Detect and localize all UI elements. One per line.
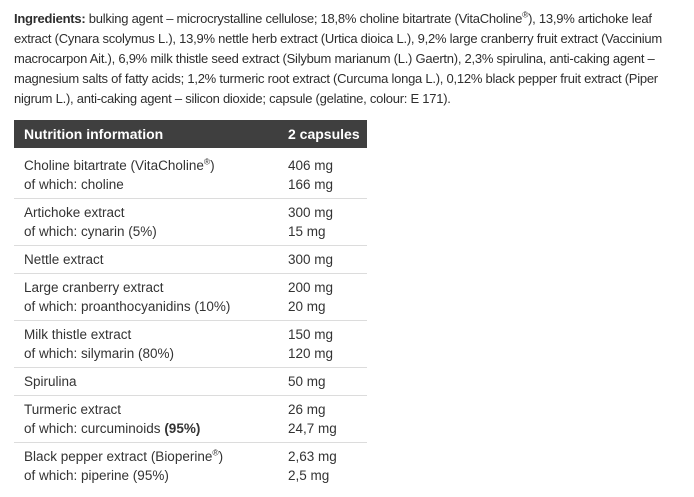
nutrient-value: 406 mg	[288, 158, 334, 173]
table-row-group	[14, 395, 367, 442]
table-row	[14, 325, 367, 344]
nutrient-name: of which: piperine (95%)	[24, 468, 169, 483]
nutrient-name: of which: choline	[24, 177, 124, 192]
ingredients-paragraph	[14, 9, 684, 109]
table-row	[14, 222, 367, 241]
table-row	[14, 419, 367, 438]
nutrient-value: 300 mg	[288, 252, 334, 267]
nutrient-name: Spirulina	[24, 374, 77, 389]
nutrition-table	[14, 120, 367, 489]
table-row	[14, 466, 367, 485]
nutrient-name: of which: cynarin (5%)	[24, 224, 157, 239]
nutrient-value: 2,63 mg	[288, 449, 337, 464]
nutrient-value: 150 mg	[288, 327, 334, 342]
nutrient-value: 300 mg	[288, 205, 334, 220]
nutrient-value: 50 mg	[288, 374, 326, 389]
nutrient-name: Nettle extract	[24, 252, 104, 267]
table-row	[14, 297, 367, 316]
table-row	[14, 156, 367, 175]
nutrient-value: 24,7 mg	[288, 421, 337, 436]
table-row-group	[14, 152, 367, 198]
nutrient-value: 166 mg	[288, 177, 334, 192]
nutrient-name: of which: silymarin (80%)	[24, 346, 175, 361]
table-row-group	[14, 320, 367, 367]
table-row	[14, 250, 367, 269]
nutrient-value: 26 mg	[288, 402, 326, 417]
table-row	[14, 447, 367, 466]
nutrient-value: 15 mg	[288, 224, 326, 239]
nutrition-table-header	[14, 120, 367, 148]
nutrient-value: 200 mg	[288, 280, 334, 295]
serving-column-header: 2 capsules	[288, 126, 360, 142]
table-row-group	[14, 198, 367, 245]
table-row	[14, 278, 367, 297]
nutrient-name: Artichoke extract	[24, 205, 125, 220]
table-row	[14, 400, 367, 419]
nutrient-name: Large cranberry extract	[24, 280, 164, 295]
table-row-group	[14, 367, 367, 395]
ingredients-text: bulking agent – microcrystalline cellulose; 18,8% choline bitartrate (VitaCholine®), 13,9% artichoke leaf extract (Cynara scolymus L.), 13,9% nettle herb extract (Urtica dioica L.), 9,2% large cranberry fruit extract (Vaccinium macrocarpon Ait.), 6,9% milk thistle seed extract (Silybum marianum (L.) Gaertn), 2,3% spirulina, anti-caking agent – magnesium salts of fatty acids; 1,2% turmeric root extract (Curcuma longa L.), 0,12% black pepper fruit extract (Piper nigrum L.), anti-caking agent – silicon dioxide; capsule (gelatine, colour: E 171).	[14, 9, 662, 106]
nutrient-value: 2,5 mg	[288, 468, 330, 483]
nutrient-value: 120 mg	[288, 346, 334, 361]
table-row	[14, 372, 367, 391]
table-row-group	[14, 245, 367, 273]
nutrition-table-body	[14, 148, 367, 489]
nutrient-name: Choline bitartrate (VitaCholine®)	[24, 156, 215, 173]
table-row	[14, 175, 367, 194]
table-row	[14, 344, 367, 363]
nutrient-name: Black pepper extract (Bioperine®)	[24, 447, 224, 464]
table-title: Nutrition information	[24, 126, 164, 142]
table-row-group	[14, 442, 367, 489]
nutrient-name: Turmeric extract	[24, 402, 122, 417]
ingredients-label: Ingredients:	[14, 11, 86, 26]
nutrient-value: 20 mg	[288, 299, 326, 314]
nutrient-name: of which: curcuminoids (95%)	[24, 421, 201, 436]
nutrient-name: Milk thistle extract	[24, 327, 132, 342]
nutrient-name: of which: proanthocyanidins (10%)	[24, 299, 231, 314]
table-row-group	[14, 273, 367, 320]
table-row	[14, 203, 367, 222]
